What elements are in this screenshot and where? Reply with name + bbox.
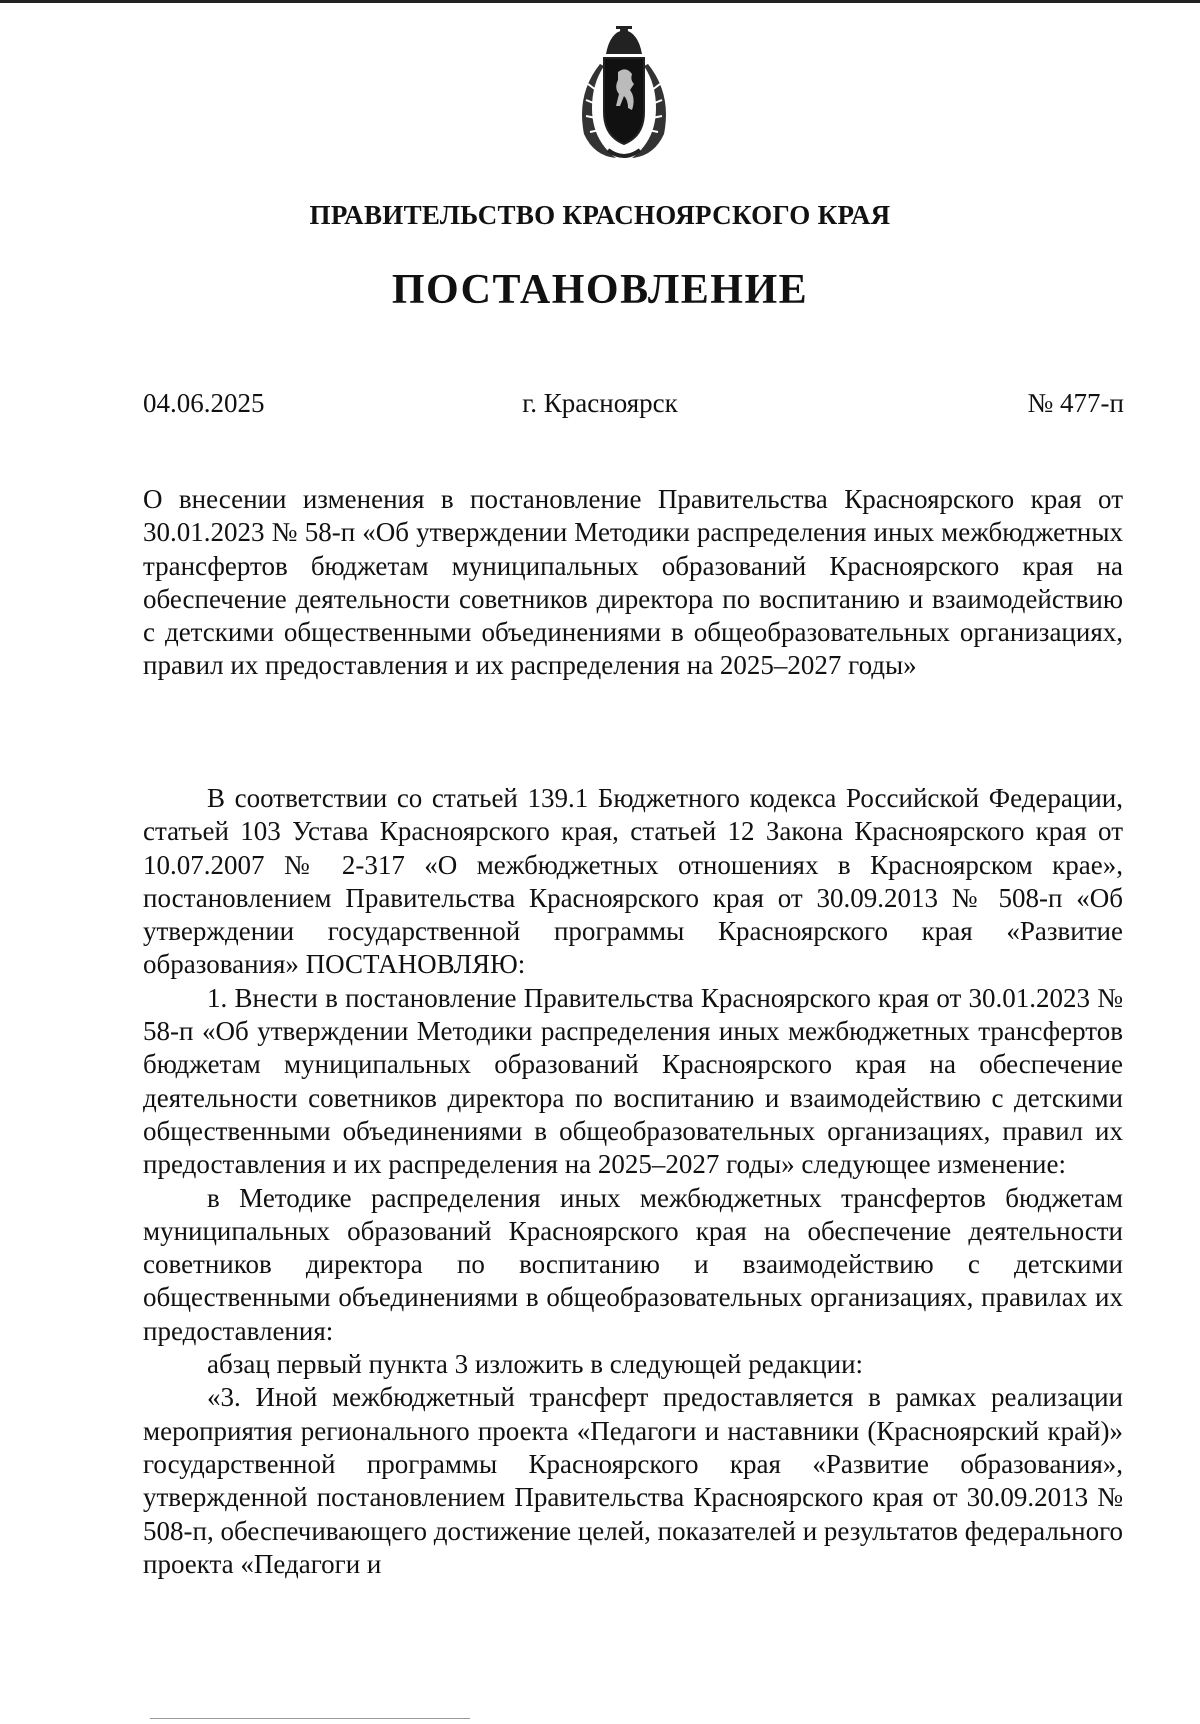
document-type-title: ПОСТАНОВЛЕНИЕ <box>391 267 809 313</box>
preamble-paragraph: В соответствии со статьей 139.1 Бюджетного кодекса Российской Федерации, статьей 103 Устава Красноярского края, статьей 12 Закона Красноярского края от 10.07.2007 № 2-317 «О межбюджетных отношениях в Красноярском крае», постановлением Правительства Красноярского края от 30.09.2013 № 508-п «Об утверждении государственной программы Красноярского края «Развитие образования» ПОСТАНОВЛЯЮ: <box>143 783 1123 980</box>
subject-text: О внесении изменения в постановление Правительства Красноярского края от 30.01.2023 № 58-п «Об утверждении Методики распределения иных межбюджетных трансфертов бюджетам муниципальных образований Красноярского края на обеспечение деятельности советников директора по воспитанию и взаимодействию с детскими общественными объединениями в общеобразовательных организациях, правил их предоставления и их распределения на 2025–2027 годы» <box>143 484 1123 681</box>
document-number: № 477-п <box>1027 388 1124 418</box>
document-body <box>143 782 1123 1581</box>
scan-top-edge <box>0 0 1200 3</box>
quoted-amendment-paragraph: «3. Иной межбюджетный трансферт предоставляется в рамках реализации мероприятия регионального проекта «Педагоги и наставники (Красноярский край)» государственной программы Красноярского края «Развитие образования», утвержденной постановлением Правительства Красноярского края от 30.09.2013 № 508-п, обеспечивающего достижение целей, показателей и результатов федерального проекта «Педагоги и <box>143 1382 1123 1579</box>
organization-title: ПРАВИТЕЛЬСТВО КРАСНОЯРСКОГО КРАЯ <box>309 200 891 230</box>
document-city: г. Красноярск <box>522 388 678 418</box>
item-1-paragraph: 1. Внести в постановление Правительства Красноярского края от 30.01.2023 № 58-п «Об утверждении Методики распределения иных межбюджетных трансфертов бюджетам муниципальных образований Красноярского края на обеспечение деятельности советников директора по воспитанию и взаимодействию с детскими общественными объединениями в общеобразовательных организациях, правил их предоставления и их распределения на 2025–2027 годы» следующее изменение: <box>143 982 1123 1180</box>
document-date: 04.06.2025 <box>143 388 265 418</box>
document-subject <box>143 483 1123 683</box>
scan-bottom-mark <box>150 1718 470 1719</box>
paragraph-change-instruction: абзац первый пункта 3 изложить в следующей редакции: <box>207 1349 864 1380</box>
methodology-paragraph: в Методике распределения иных межбюджетных трансфертов бюджетам муниципальных образований Красноярского края на обеспечение деятельности советников директора по воспитанию и взаимодействию с детскими общественными объединениями в общеобразовательных организациях, правилах их предоставления: <box>143 1182 1123 1346</box>
coat-of-arms-icon <box>570 24 678 164</box>
